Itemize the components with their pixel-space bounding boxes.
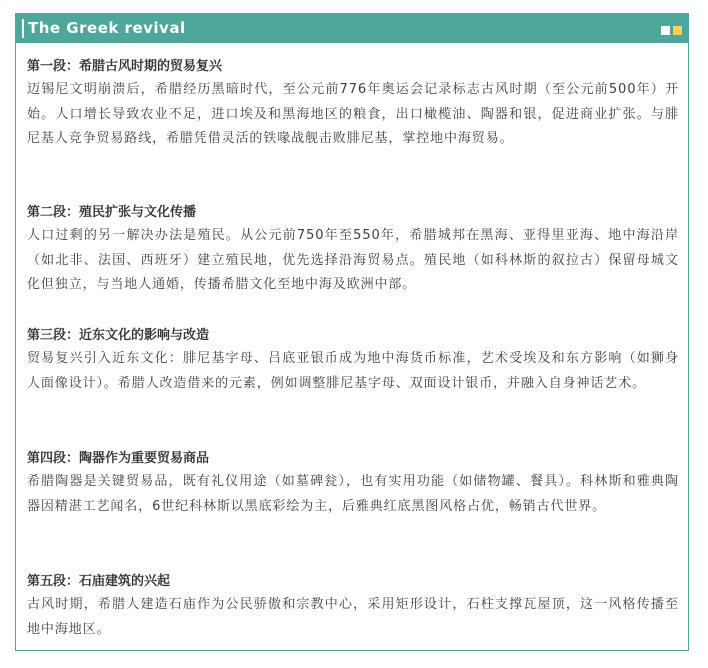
- section-title: 第二段：殖民扩张与文化传播: [27, 205, 197, 220]
- header-accent-bar: [22, 19, 24, 38]
- corner-square-yellow-icon: [673, 26, 682, 35]
- article-frame: [15, 13, 689, 651]
- section-1: [27, 56, 679, 152]
- section-title: 第五段：石庙建筑的兴起: [27, 574, 171, 589]
- corner-square-white-icon: [661, 26, 670, 35]
- section-body: 迈锡尼文明崩溃后，希腊经历黑暗时代，至公元前776年奥运会记录标志古风时期（至公元前500年）开始。人口增长导致农业不足，进口埃及和黑海地区的粮食，出口橄榄油、陶器和银，促进商业扩张。与腓尼基人竞争贸易路线，希腊凭借灵活的铁喙战舰击败腓尼基，掌控地中海贸易。: [27, 82, 679, 146]
- section-title: 第一段：希腊古风时期的贸易复兴: [27, 59, 223, 74]
- section-body: 希腊陶器是关键贸易品，既有礼仪用途（如墓碑瓮），也有实用功能（如储物罐、餐具）。科林斯和雅典陶器因精湛工艺闻名，6世纪科林斯以黑底彩绘为主，后雅典红底黑图风格占优，畅销古代世界。: [27, 474, 679, 514]
- header-bar: [16, 14, 688, 43]
- section-body: 人口过剩的另一解决办法是殖民。从公元前750年至550年，希腊城邦在黑海、亚得里亚海、地中海沿岸（如北非、法国、西班牙）建立殖民地，优先选择沿海贸易点。殖民地（如科林斯的叙拉古）保留母城文化但独立，与当地人通婚，传播希腊文化至地中海及欧洲中部。: [27, 228, 679, 292]
- section-2: [27, 202, 679, 298]
- section-4: [27, 448, 679, 519]
- section-title: 第三段：近东文化的影响与改造: [27, 328, 210, 343]
- section-title: 第四段：陶器作为重要贸易商品: [27, 451, 210, 466]
- section-3: [27, 325, 679, 396]
- section-5: [27, 571, 679, 642]
- section-body: 古风时期，希腊人建造石庙作为公民骄傲和宗教中心，采用矩形设计，石柱支撑瓦屋顶，这一风格传播至地中海地区。: [27, 597, 679, 637]
- header-title: The Greek revival: [28, 19, 186, 37]
- section-body: 贸易复兴引入近东文化：腓尼基字母、吕底亚银币成为地中海货币标准，艺术受埃及和东方影响（如狮身人面像设计）。希腊人改造借来的元素，例如调整腓尼基字母、双面设计银币，并融入自身神话艺术。: [27, 351, 679, 391]
